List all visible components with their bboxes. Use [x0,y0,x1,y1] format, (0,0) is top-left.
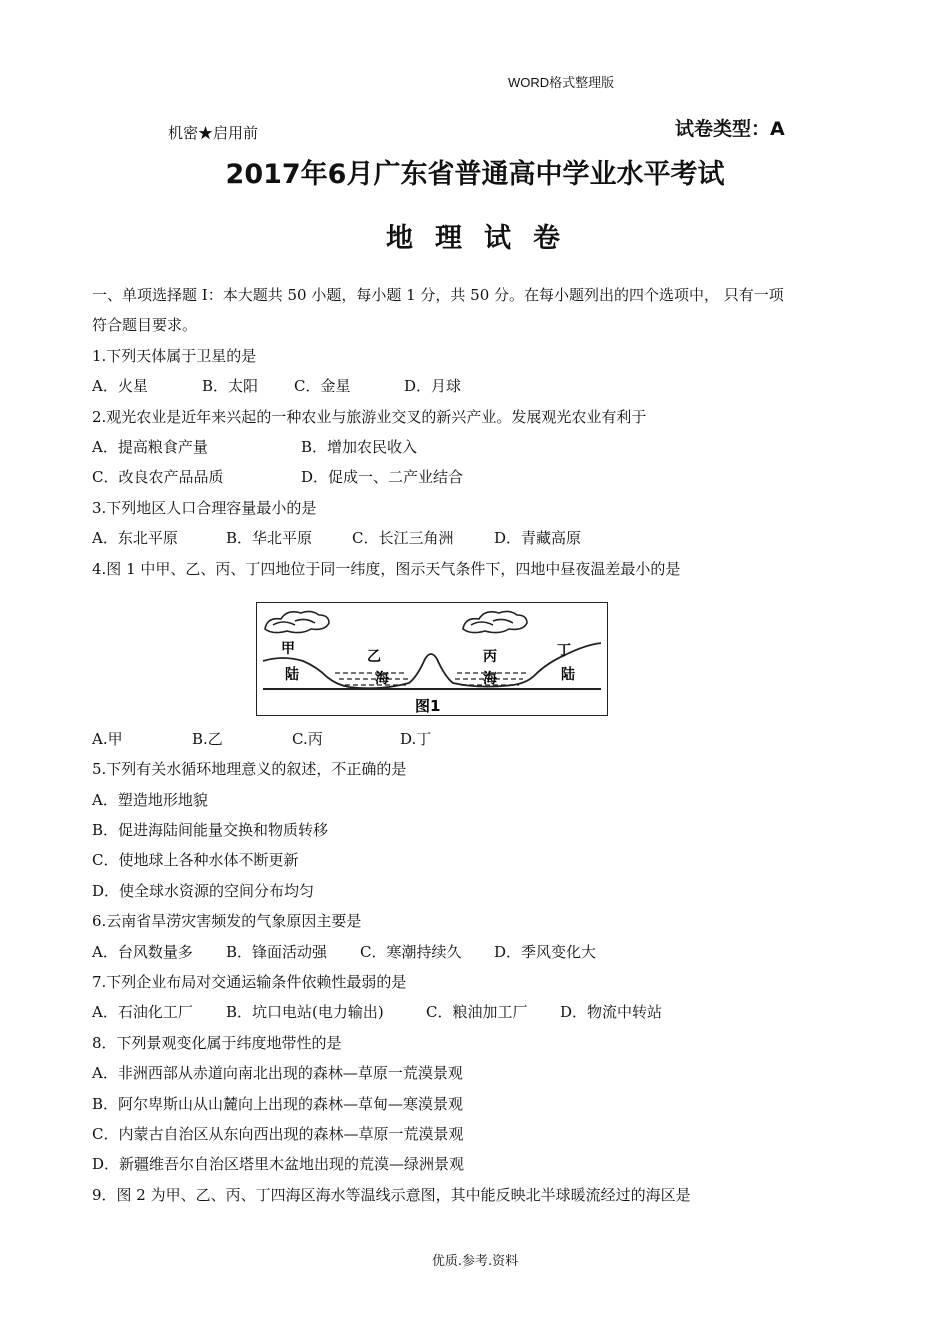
figure-label-yi: 乙 [367,648,381,665]
figure-label-land: 陆 [285,666,299,683]
option: B.乙 [192,729,223,748]
option: A．台风数量多 [92,942,193,961]
question-4-options [92,724,892,754]
option: C．改良农产品品质 [92,468,224,487]
option: C．粮油加工厂 [426,1003,528,1022]
question-5-stem: 5.下列有关水循环地理意义的叙述，不正确的是 [92,760,407,779]
question-3-options [92,523,892,553]
figure-label-land: 陆 [561,666,575,683]
figure-label-sea: 海 [375,670,389,687]
question-2-stem: 2.观光农业是近年来兴起的一种农业与旅游业交叉的新兴产业。发展观光农业有利于 [92,407,647,426]
option: A．石油化工厂 [92,1003,193,1022]
option: D．新疆维吾尔自治区塔里木盆地出现的荒漠—绿洲景观 [92,1155,465,1174]
question-1-stem: 1.下列天体属于卫星的是 [92,346,257,365]
option: B．华北平原 [226,529,313,548]
exam-body [92,280,892,1210]
option: C．内蒙古自治区从东向西出现的森林—草原一荒漠景观 [92,1124,464,1143]
option: D.丁 [400,729,432,748]
question-3-stem: 3.下列地区人口合理容量最小的是 [92,498,317,517]
option: B．促进海陆间能量交换和物质转移 [92,821,329,840]
option: C．使地球上各种水体不断更新 [92,851,299,870]
figure-label-sea: 海 [483,670,497,687]
option: D．使全球水资源的空间分布均匀 [92,881,315,900]
option: A．非洲西部从赤道向南北出现的森林—草原一荒漠景观 [92,1064,463,1083]
sea-water [335,673,527,685]
option: B．坑口电站(电力输出) [226,1003,384,1022]
figure-1-wrapper [92,584,892,724]
cloud-icon [265,611,329,632]
option: A.甲 [92,729,123,748]
section-instructions: 一、单项选择题 I：本大题共 50 小题，每小题 1 分，共 50 分。在每小题列出的四个选项中， 只有一项 [92,286,784,304]
option: C．长江三角洲 [352,529,454,548]
question-6-stem: 6.云南省旱涝灾害频发的气象原因主要是 [92,912,362,931]
cloud-icon [463,611,527,632]
option: B．太阳 [202,377,259,396]
figure-label-ding: 丁 [557,642,571,659]
figure-1 [256,602,608,716]
question-9-stem: 9．图 2 为甲、乙、丙、丁四海区海水等温线示意图，其中能反映北半球暖流经过的海区是 [92,1185,691,1204]
option: C．寒潮持续久 [360,942,462,961]
question-2-options [92,432,892,462]
question-7-options [92,997,892,1027]
option: C.丙 [292,729,323,748]
option: D．青藏高原 [494,529,582,548]
option: B．锋面活动强 [226,942,328,961]
question-8-stem: 8．下列景观变化属于纬度地带性的是 [92,1033,342,1052]
paper-type-label: 试卷类型：A [675,118,785,140]
question-6-options [92,937,892,967]
option: C．金星 [294,377,351,396]
question-2-options-cont [92,462,892,492]
section-instructions-cont: 符合题目要求。 [92,316,198,335]
option: B．增加农民收入 [301,437,418,456]
terrain-profile [263,640,601,688]
question-4-stem: 4.图 1 中甲、乙、丙、丁四地位于同一纬度，图示天气条件下，四地中昼夜温差最小的是 [92,559,681,578]
figure-label-jia: 甲 [281,640,295,657]
option: D．月球 [404,377,462,396]
figure-caption: 图1 [415,696,441,715]
page-header: WORD格式整理版 [508,75,615,90]
option: A．塑造地形地貌 [92,790,208,809]
option: B．阿尔卑斯山从山麓向上出现的森林—草甸—寒漠景观 [92,1094,464,1113]
option: D．促成一、二产业结合 [301,468,464,487]
confidential-label: 机密★启用前 [168,124,259,142]
page-footer: 优质.参考.资料 [431,1254,519,1269]
exam-subtitle: 地理试卷 [386,223,582,254]
option: A．东北平原 [92,529,178,548]
option: D．物流中转站 [560,1003,663,1022]
exam-title: 2017年6月广东省普通高中学业水平考试 [225,159,725,190]
option: A．提高粮食产量 [92,437,208,456]
option: D．季风变化大 [494,942,597,961]
question-1-options [92,371,892,401]
option: A．火星 [92,377,148,396]
question-7-stem: 7.下列企业布局对交通运输条件依赖性最弱的是 [92,973,407,992]
figure-label-bing: 丙 [483,648,497,665]
figure-1-diagram [257,603,607,715]
